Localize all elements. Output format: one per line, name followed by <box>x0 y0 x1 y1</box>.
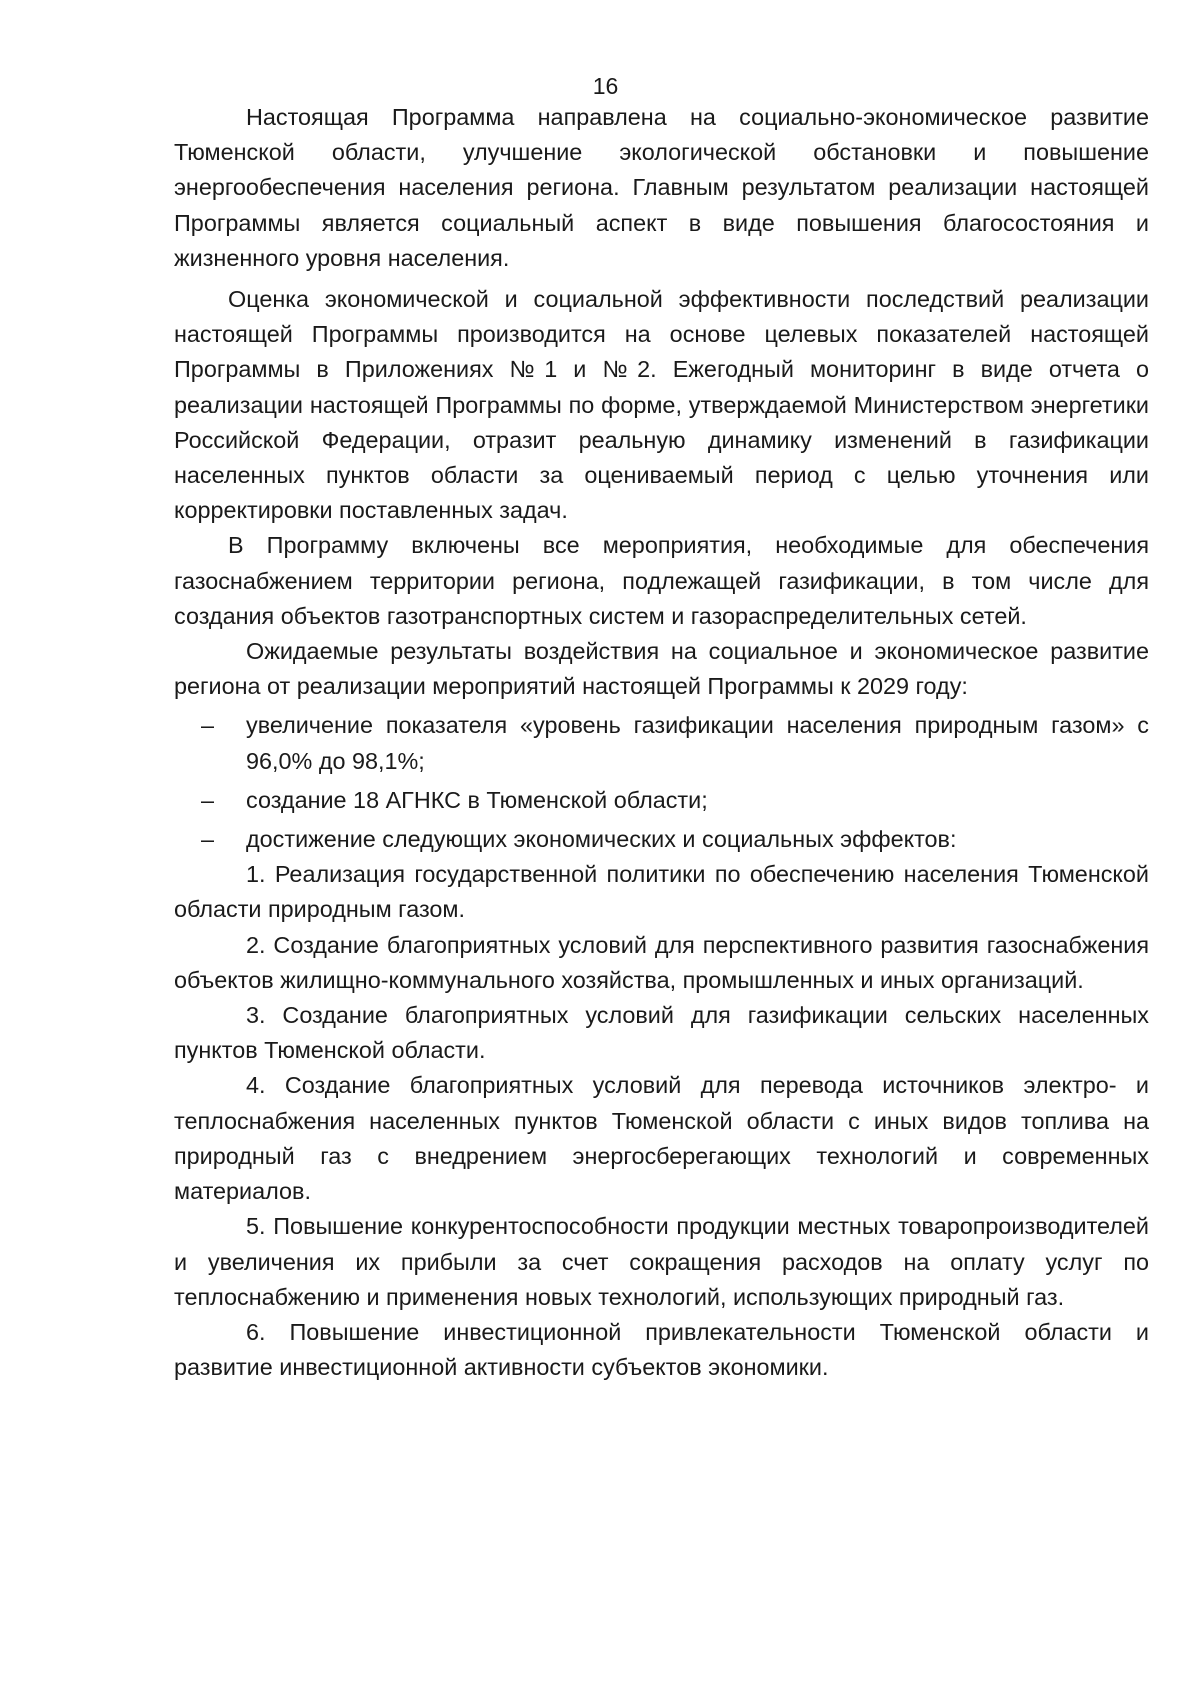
document-body <box>174 100 1149 1385</box>
page-number: 16 <box>592 73 619 99</box>
dash-marker: – <box>201 712 215 739</box>
expected-results-list <box>174 708 1149 857</box>
expected-results-paragraph: Ожидаемые результаты воздействия на социальное и экономическое развитие региона от реализации мероприятий настоящей Программы к 2029 году: <box>174 638 1149 700</box>
effect-item: 1. Реализация государственной политики по обеспечению населения Тюменской области природным газом. <box>174 861 1149 923</box>
list-item <box>174 783 1149 818</box>
effect-item: 3. Создание благоприятных условий для газификации сельских населенных пунктов Тюменской области. <box>174 1002 1149 1064</box>
intro-paragraph: Настоящая Программа направлена на социально-экономическое развитие Тюменской области, улучшение экологической обстановки и повышение энергообеспечения населения региона. Главным результатом реализации настоящей Программы является социальный аспект в виде повышения благосостояния и жизненного уровня населения. <box>174 104 1149 271</box>
list-item-text: увеличение показателя «уровень газификации населения природным газом» с 96,0% до 98,1%; <box>246 712 1149 774</box>
effect-item: 6. Повышение инвестиционной привлекательности Тюменской области и развитие инвестиционной активности субъектов экономики. <box>174 1318 1149 1381</box>
dash-marker: – <box>201 786 215 813</box>
dash-marker: – <box>201 826 215 853</box>
measures-paragraph: В Программу включены все мероприятия, необходимые для обеспечения газоснабжением территории региона, подлежащей газификации, в том числе для создания объектов газотранспортных систем и газораспределительных сетей. <box>174 532 1149 629</box>
list-item <box>174 708 1149 778</box>
list-item-text: достижение следующих экономических и социальных эффектов: <box>246 826 957 853</box>
effect-item: 5. Повышение конкурентоспособности продукции местных товаропроизводителей и увеличения их прибыли за счет сокращения расходов на оплату услуг по теплоснабжению и применения новых технологий, использующих природный газ. <box>174 1213 1149 1310</box>
list-item <box>174 822 1149 857</box>
effect-item: 2. Создание благоприятных условий для перспективного развития газоснабжения объектов жилищно-коммунального хозяйства, промышленных и иных организаций. <box>174 931 1149 993</box>
evaluation-paragraph: Оценка экономической и социальной эффективности последствий реализации настоящей Программы производится на основе целевых показателей настоящей Программы в Приложениях №1 и №2. Ежегодный мониторинг в виде отчета о реализации настоящей Программы по форме, утверждаемой Министерством энергетики Российской Федерации, отразит реальную динамику изменений в газификации населенных пунктов области за оцениваемый период с целью уточнения или корректировки поставленных задач. <box>174 286 1149 524</box>
list-item-text: создание 18 АГНКС в Тюменской области; <box>246 786 708 813</box>
effect-item: 4. Создание благоприятных условий для перевода источников электро- и теплоснабжения населенных пунктов Тюменской области с иных видов топлива на природный газ с внедрением энергосберегающих технологий и современных материалов. <box>174 1072 1149 1205</box>
